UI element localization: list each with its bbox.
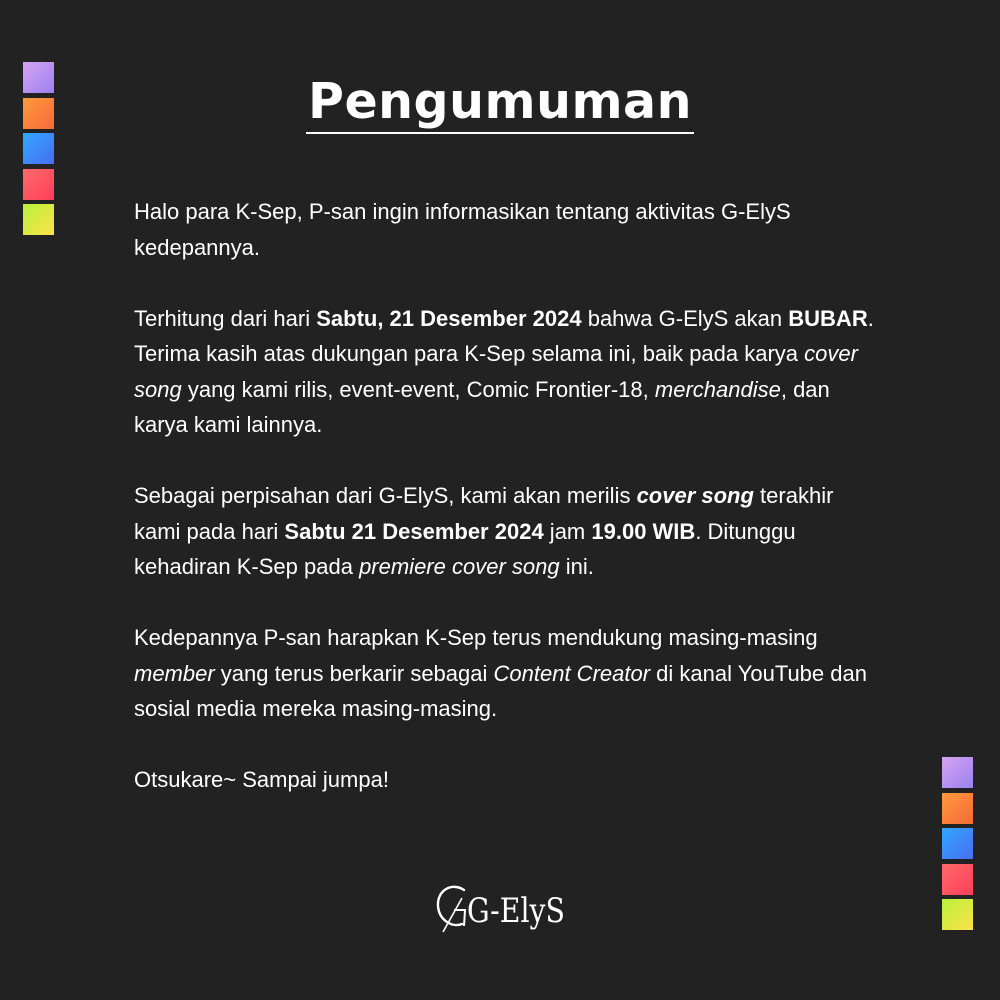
logo-slash [443,898,462,932]
release-time: 19.00 WIB [591,518,696,544]
swatch-blue [942,828,973,859]
swatch-blue [23,133,54,164]
release-date: Sabtu 21 Desember 2024 [284,518,544,544]
color-swatches-right [942,757,973,935]
page-title-text: Pengumuman [306,74,694,134]
swatch-red [23,169,54,200]
page-title [0,74,1000,134]
swatch-purple [23,62,54,93]
paragraph-disband: Terhitung dari hari Sabtu, 21 Desember 2024 bahwa G-ElyS akan BUBAR. Terima kasih atas dukungan para K-Sep selama ini, baik pada karya cover song yang kami rilis, event-event, Comic Frontier-18, merchandise, dan karya kami lainnya. [134,305,874,437]
paragraph-closing: Otsukare~ Sampai jumpa! [134,767,389,792]
logo-text: G-ElyS [467,891,565,931]
swatch-orange [23,98,54,129]
disband-date: Sabtu, 21 Desember 2024 [316,305,582,331]
paragraph-farewell-cover: Sebagai perpisahan dari G-ElyS, kami akan merilis cover song terakhir kami pada hari Sabtu 21 Desember 2024 jam 19.00 WIB. Ditunggu kehadiran K-Sep pada premiere cover song ini. [134,483,834,579]
disband-word: BUBAR [788,305,868,331]
paragraph-greeting: Halo para K-Sep, P-san ingin informasikan tentang aktivitas G-ElyS kedepannya. [134,199,791,260]
g-elys-logo [434,880,569,936]
swatch-green [23,204,54,235]
swatch-red [942,864,973,895]
announcement-body [134,194,874,833]
paragraph-support: Kedepannya P-san harapkan K-Sep terus mendukung masing-masing member yang terus berkarir sebagai Content Creator di kanal YouTube dan sosial media mereka masing-masing. [134,625,867,721]
color-swatches-left [23,62,54,240]
swatch-green [942,899,973,930]
swatch-orange [942,793,973,824]
swatch-purple [942,757,973,788]
